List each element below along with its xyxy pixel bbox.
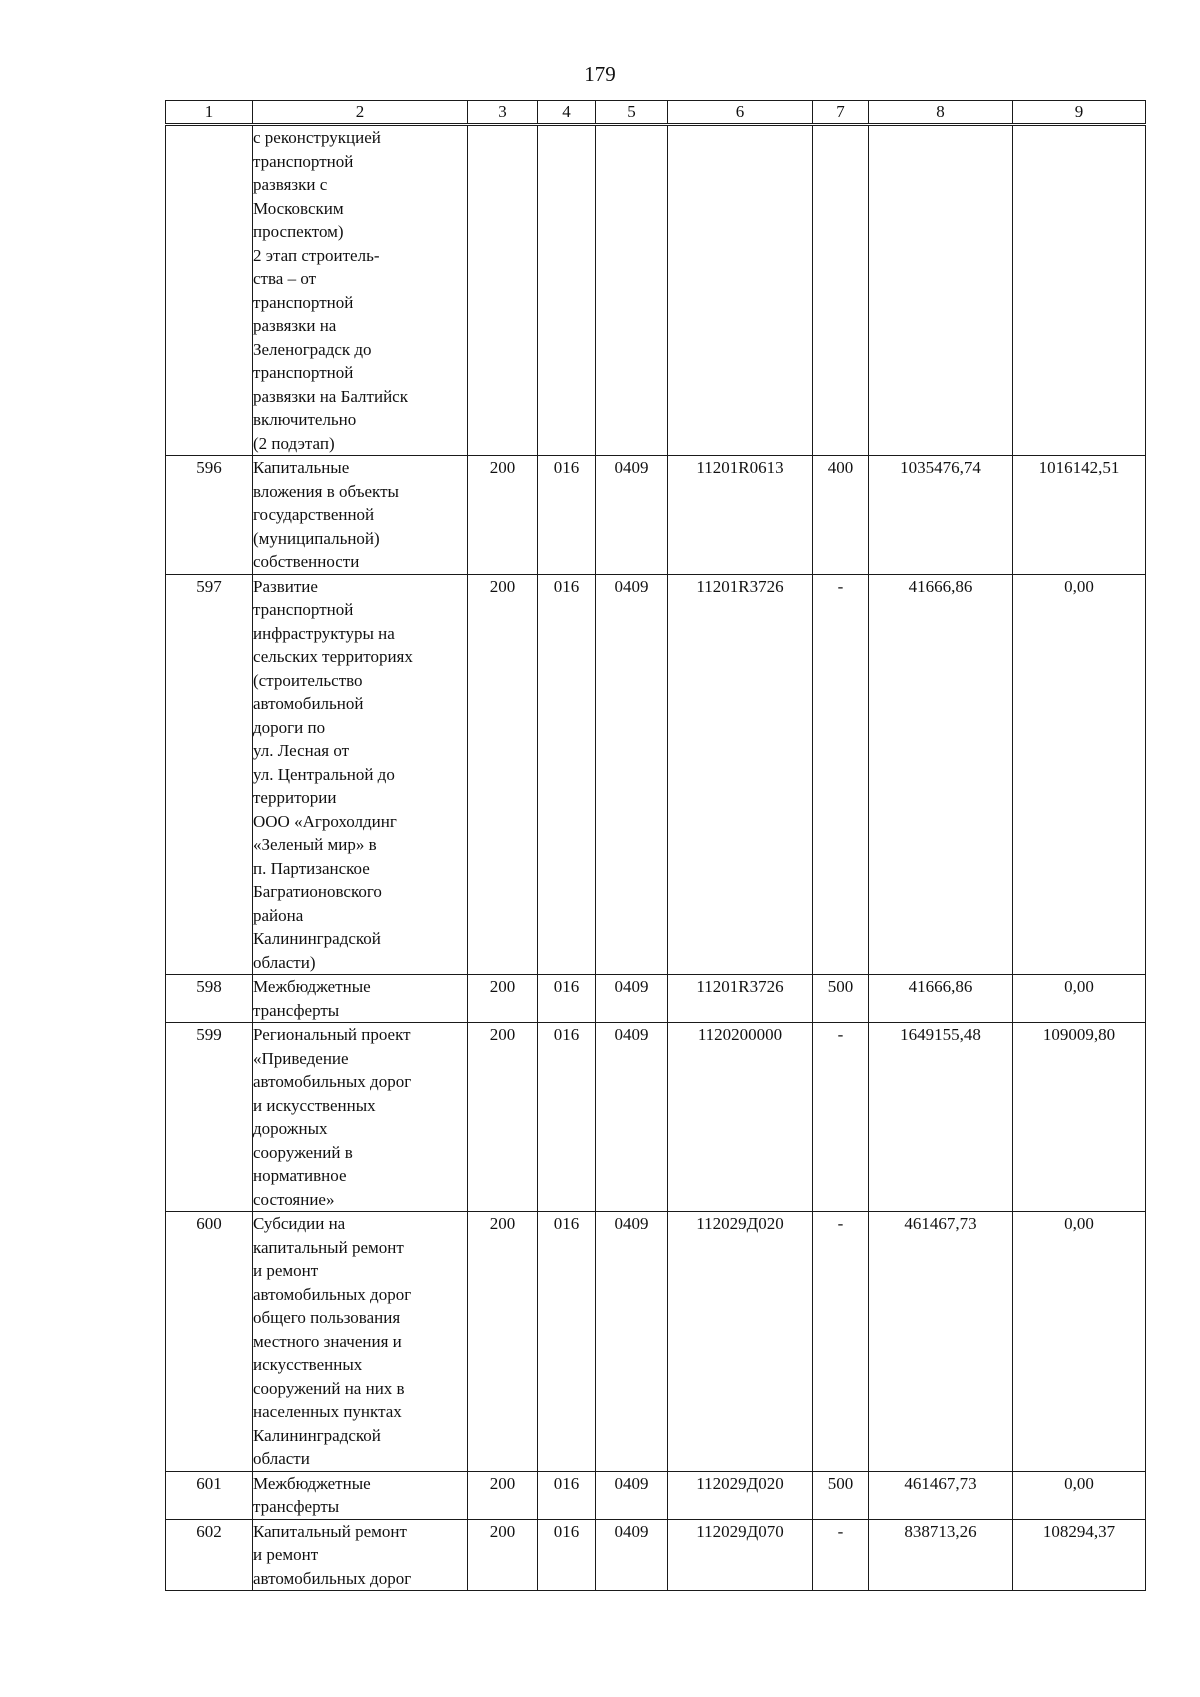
cell-c6: 11201R3726 — [668, 574, 813, 975]
cell-c8: 1035476,74 — [869, 456, 1013, 575]
cell-c4: 016 — [538, 1212, 596, 1472]
cell-c5 — [596, 125, 668, 456]
cell-c5: 0409 — [596, 1471, 668, 1519]
cell-c8: 838713,26 — [869, 1519, 1013, 1591]
cell-c9: 0,00 — [1013, 975, 1146, 1023]
budget-table — [165, 100, 1146, 1591]
cell-c8 — [869, 125, 1013, 456]
cell-c8: 461467,73 — [869, 1212, 1013, 1472]
column-header: 6 — [668, 101, 813, 125]
column-header: 9 — [1013, 101, 1146, 125]
cell-c9: 109009,80 — [1013, 1023, 1146, 1212]
cell-c6: 11201R3726 — [668, 975, 813, 1023]
row-description: Капитальные вложения в объекты государственной (муниципальной) собственности — [253, 456, 468, 575]
cell-c8: 1649155,48 — [869, 1023, 1013, 1212]
row-number: 600 — [166, 1212, 253, 1472]
cell-c4: 016 — [538, 574, 596, 975]
row-description: Межбюджетные трансферты — [253, 1471, 468, 1519]
row-description: с реконструкцией транспортной развязки с Московским проспектом) 2 этап строитель- ства – от транспортной развязки на Зеленоградск до транспортной развязки на Балтийск включительно (2 подэтап) — [253, 125, 468, 456]
cell-c7: - — [813, 1023, 869, 1212]
row-description: Субсидии на капитальный ремонт и ремонт автомобильных дорог общего пользования местного значения и искусственных сооружений на них в населенных пунктах Калининградской области — [253, 1212, 468, 1472]
table-row — [166, 456, 1146, 575]
column-header: 4 — [538, 101, 596, 125]
cell-c8: 41666,86 — [869, 574, 1013, 975]
cell-c6: 1120200000 — [668, 1023, 813, 1212]
cell-c3: 200 — [468, 1519, 538, 1591]
page-number: 179 — [584, 62, 616, 86]
cell-c5: 0409 — [596, 1519, 668, 1591]
row-number: 599 — [166, 1023, 253, 1212]
cell-c4 — [538, 125, 596, 456]
header-row — [166, 101, 1146, 125]
row-number — [166, 125, 253, 456]
row-number: 601 — [166, 1471, 253, 1519]
cell-c6: 11201R0613 — [668, 456, 813, 575]
row-description: Региональный проект «Приведение автомобильных дорог и искусственных дорожных сооружений в нормативное состояние» — [253, 1023, 468, 1212]
cell-c7: 400 — [813, 456, 869, 575]
cell-c5: 0409 — [596, 1212, 668, 1472]
cell-c9: 0,00 — [1013, 574, 1146, 975]
row-description: Развитие транспортной инфраструктуры на сельских территориях (строительство автомобильной дороги по ул. Лесная от ул. Центральной до территории ООО «Агрохолдинг «Зеленый мир» в п. Партизанское Багратионовского района Калининградской области) — [253, 574, 468, 975]
cell-c6 — [668, 125, 813, 456]
table-body — [166, 125, 1146, 1591]
cell-c7: - — [813, 1212, 869, 1472]
cell-c3: 200 — [468, 574, 538, 975]
cell-c9 — [1013, 125, 1146, 456]
cell-c4: 016 — [538, 1519, 596, 1591]
cell-c8: 461467,73 — [869, 1471, 1013, 1519]
cell-c7 — [813, 125, 869, 456]
cell-c5: 0409 — [596, 456, 668, 575]
table-row — [166, 1471, 1146, 1519]
cell-c5: 0409 — [596, 1023, 668, 1212]
column-header: 5 — [596, 101, 668, 125]
row-number: 597 — [166, 574, 253, 975]
cell-c7: 500 — [813, 1471, 869, 1519]
cell-c3: 200 — [468, 975, 538, 1023]
table-row — [166, 125, 1146, 456]
cell-c8: 41666,86 — [869, 975, 1013, 1023]
cell-c9: 0,00 — [1013, 1471, 1146, 1519]
cell-c7: - — [813, 1519, 869, 1591]
row-number: 596 — [166, 456, 253, 575]
table-row — [166, 1519, 1146, 1591]
cell-c3: 200 — [468, 456, 538, 575]
cell-c4: 016 — [538, 1023, 596, 1212]
cell-c6: 112029Д020 — [668, 1212, 813, 1472]
cell-c5: 0409 — [596, 574, 668, 975]
cell-c3: 200 — [468, 1212, 538, 1472]
table-row — [166, 574, 1146, 975]
cell-c3: 200 — [468, 1471, 538, 1519]
cell-c4: 016 — [538, 1471, 596, 1519]
column-header: 8 — [869, 101, 1013, 125]
column-header: 2 — [253, 101, 468, 125]
table-row — [166, 975, 1146, 1023]
cell-c7: - — [813, 574, 869, 975]
column-header: 1 — [166, 101, 253, 125]
table-row — [166, 1212, 1146, 1472]
column-header: 7 — [813, 101, 869, 125]
cell-c9: 108294,37 — [1013, 1519, 1146, 1591]
row-number: 602 — [166, 1519, 253, 1591]
row-description: Капитальный ремонт и ремонт автомобильных дорог — [253, 1519, 468, 1591]
cell-c7: 500 — [813, 975, 869, 1023]
cell-c4: 016 — [538, 456, 596, 575]
cell-c9: 1016142,51 — [1013, 456, 1146, 575]
cell-c4: 016 — [538, 975, 596, 1023]
cell-c6: 112029Д020 — [668, 1471, 813, 1519]
table-row — [166, 1023, 1146, 1212]
cell-c6: 112029Д070 — [668, 1519, 813, 1591]
table-header — [166, 101, 1146, 125]
cell-c9: 0,00 — [1013, 1212, 1146, 1472]
column-header: 3 — [468, 101, 538, 125]
cell-c3 — [468, 125, 538, 456]
cell-c5: 0409 — [596, 975, 668, 1023]
row-number: 598 — [166, 975, 253, 1023]
row-description: Межбюджетные трансферты — [253, 975, 468, 1023]
cell-c3: 200 — [468, 1023, 538, 1212]
